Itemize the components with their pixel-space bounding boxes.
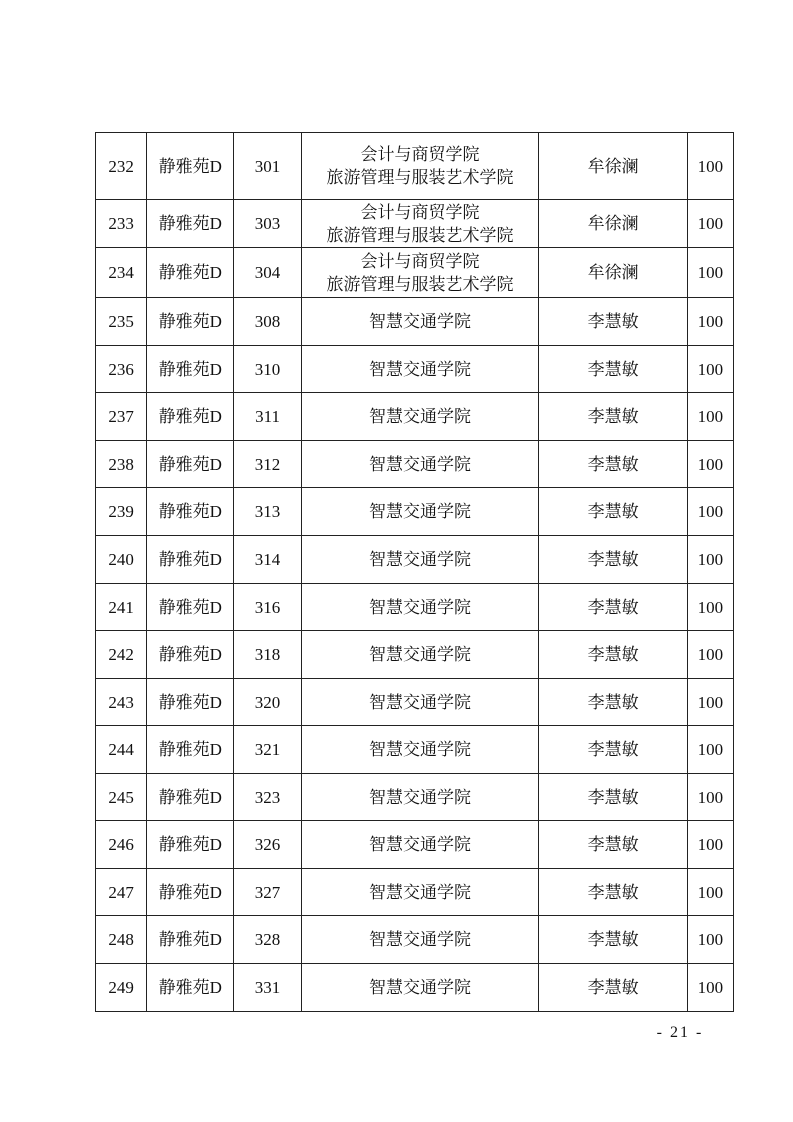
row-number-cell: 241 (96, 584, 147, 631)
room-cell: 328 (234, 916, 301, 964)
table-row (96, 346, 734, 393)
college-name: 会计与商贸学院 (360, 251, 480, 271)
building-cell: 静雅苑D (147, 536, 234, 584)
building-cell: 静雅苑D (147, 726, 234, 774)
room-cell: 310 (234, 346, 301, 393)
score-cell: 100 (687, 200, 733, 248)
row-number-cell: 247 (96, 869, 147, 916)
college-name: 智慧交通学院 (368, 645, 471, 664)
college-cell (301, 869, 539, 916)
building-cell: 静雅苑D (147, 916, 234, 964)
inspector-cell: 李慧敏 (539, 774, 687, 821)
inspector-cell: 李慧敏 (539, 916, 687, 964)
room-cell: 326 (234, 821, 301, 869)
score-cell: 100 (687, 774, 733, 821)
college-name: 会计与商贸学院 (360, 145, 480, 164)
college-cell (301, 298, 539, 346)
building-cell: 静雅苑D (147, 200, 234, 248)
college-name: 智慧交通学院 (368, 692, 471, 712)
college-cell (301, 488, 539, 536)
college-cell (301, 774, 539, 821)
room-cell: 323 (234, 774, 301, 821)
room-cell: 320 (234, 679, 301, 726)
college-name: 智慧交通学院 (368, 550, 471, 569)
college-name: 旅游管理与服装艺术学院 (326, 168, 514, 187)
college-cell (301, 916, 539, 964)
inspector-cell: 李慧敏 (539, 821, 687, 869)
row-number-cell: 234 (96, 248, 147, 298)
score-cell: 100 (687, 441, 733, 488)
college-cell (301, 964, 539, 1012)
college-name: 旅游管理与服装艺术学院 (326, 225, 514, 245)
score-cell: 100 (687, 584, 733, 631)
inspector-cell: 李慧敏 (539, 869, 687, 916)
table-row (96, 821, 734, 869)
room-cell: 321 (234, 726, 301, 774)
college-cell (301, 584, 539, 631)
building-cell: 静雅苑D (147, 248, 234, 298)
college-name: 智慧交通学院 (368, 359, 471, 379)
row-number-cell: 246 (96, 821, 147, 869)
building-cell: 静雅苑D (147, 133, 234, 200)
college-cell (301, 133, 539, 200)
inspector-cell: 李慧敏 (539, 441, 687, 488)
row-number-cell: 242 (96, 631, 147, 679)
college-name: 智慧交通学院 (368, 454, 471, 474)
room-cell: 331 (234, 964, 301, 1012)
college-cell (301, 248, 539, 298)
row-number-cell: 233 (96, 200, 147, 248)
inspector-cell: 李慧敏 (539, 536, 687, 584)
score-cell: 100 (687, 248, 733, 298)
building-cell: 静雅苑D (147, 393, 234, 441)
inspector-cell: 李慧敏 (539, 488, 687, 536)
college-name: 旅游管理与服装艺术学院 (326, 274, 514, 294)
row-number-cell: 248 (96, 916, 147, 964)
college-name: 会计与商贸学院 (360, 202, 480, 222)
table-row (96, 679, 734, 726)
row-number-cell: 235 (96, 298, 147, 346)
dormitory-inspection-table (95, 132, 734, 1012)
inspector-cell: 李慧敏 (539, 584, 687, 631)
table-row (96, 200, 734, 248)
page-number: - 21 - (656, 1024, 704, 1041)
inspector-cell: 李慧敏 (539, 679, 687, 726)
score-cell: 100 (687, 393, 733, 441)
score-cell: 100 (687, 536, 733, 584)
college-cell (301, 200, 539, 248)
table-row (96, 584, 734, 631)
score-cell: 100 (687, 133, 733, 200)
inspector-cell: 李慧敏 (539, 964, 687, 1012)
room-cell: 311 (234, 393, 301, 441)
college-cell (301, 536, 539, 584)
table-row (96, 248, 734, 298)
building-cell: 静雅苑D (147, 774, 234, 821)
college-cell (301, 393, 539, 441)
score-cell: 100 (687, 488, 733, 536)
inspector-cell: 牟徐澜 (539, 133, 687, 200)
room-cell: 327 (234, 869, 301, 916)
college-name: 智慧交通学院 (368, 312, 471, 331)
room-cell: 304 (234, 248, 301, 298)
college-name: 智慧交通学院 (368, 882, 471, 902)
row-number-cell: 236 (96, 346, 147, 393)
room-cell: 314 (234, 536, 301, 584)
inspector-cell: 李慧敏 (539, 726, 687, 774)
room-cell: 303 (234, 200, 301, 248)
row-number-cell: 249 (96, 964, 147, 1012)
table-row (96, 869, 734, 916)
inspector-cell: 李慧敏 (539, 631, 687, 679)
building-cell: 静雅苑D (147, 869, 234, 916)
table-row (96, 916, 734, 964)
room-cell: 308 (234, 298, 301, 346)
building-cell: 静雅苑D (147, 964, 234, 1012)
inspector-cell: 牟徐澜 (539, 248, 687, 298)
inspector-cell: 李慧敏 (539, 346, 687, 393)
college-cell (301, 726, 539, 774)
building-cell: 静雅苑D (147, 631, 234, 679)
college-name: 智慧交通学院 (368, 407, 471, 426)
college-name: 智慧交通学院 (368, 502, 471, 521)
score-cell: 100 (687, 346, 733, 393)
inspector-cell: 牟徐澜 (539, 200, 687, 248)
building-cell: 静雅苑D (147, 821, 234, 869)
college-cell (301, 821, 539, 869)
college-name: 智慧交通学院 (368, 787, 471, 807)
table-row (96, 441, 734, 488)
college-name: 智慧交通学院 (368, 597, 471, 617)
table-row (96, 298, 734, 346)
table-row (96, 774, 734, 821)
building-cell: 静雅苑D (147, 584, 234, 631)
building-cell: 静雅苑D (147, 346, 234, 393)
row-number-cell: 245 (96, 774, 147, 821)
table-row (96, 393, 734, 441)
college-name: 智慧交通学院 (368, 978, 471, 997)
table-body (96, 133, 734, 1012)
college-name: 智慧交通学院 (368, 740, 471, 759)
score-cell: 100 (687, 964, 733, 1012)
room-cell: 312 (234, 441, 301, 488)
row-number-cell: 244 (96, 726, 147, 774)
table-row (96, 488, 734, 536)
row-number-cell: 239 (96, 488, 147, 536)
row-number-cell: 232 (96, 133, 147, 200)
college-cell (301, 346, 539, 393)
inspector-cell: 李慧敏 (539, 298, 687, 346)
college-name: 智慧交通学院 (368, 835, 471, 854)
room-cell: 313 (234, 488, 301, 536)
row-number-cell: 243 (96, 679, 147, 726)
building-cell: 静雅苑D (147, 441, 234, 488)
score-cell: 100 (687, 679, 733, 726)
score-cell: 100 (687, 298, 733, 346)
row-number-cell: 240 (96, 536, 147, 584)
room-cell: 316 (234, 584, 301, 631)
room-cell: 301 (234, 133, 301, 200)
score-cell: 100 (687, 631, 733, 679)
college-cell (301, 631, 539, 679)
table-row (96, 964, 734, 1012)
college-cell (301, 679, 539, 726)
building-cell: 静雅苑D (147, 488, 234, 536)
row-number-cell: 238 (96, 441, 147, 488)
score-cell: 100 (687, 821, 733, 869)
table-row (96, 726, 734, 774)
college-cell (301, 441, 539, 488)
building-cell: 静雅苑D (147, 679, 234, 726)
room-cell: 318 (234, 631, 301, 679)
inspector-cell: 李慧敏 (539, 393, 687, 441)
score-cell: 100 (687, 916, 733, 964)
score-cell: 100 (687, 869, 733, 916)
college-name: 智慧交通学院 (368, 930, 471, 949)
row-number-cell: 237 (96, 393, 147, 441)
building-cell: 静雅苑D (147, 298, 234, 346)
score-cell: 100 (687, 726, 733, 774)
table-row (96, 631, 734, 679)
table-row (96, 536, 734, 584)
table-row (96, 133, 734, 200)
